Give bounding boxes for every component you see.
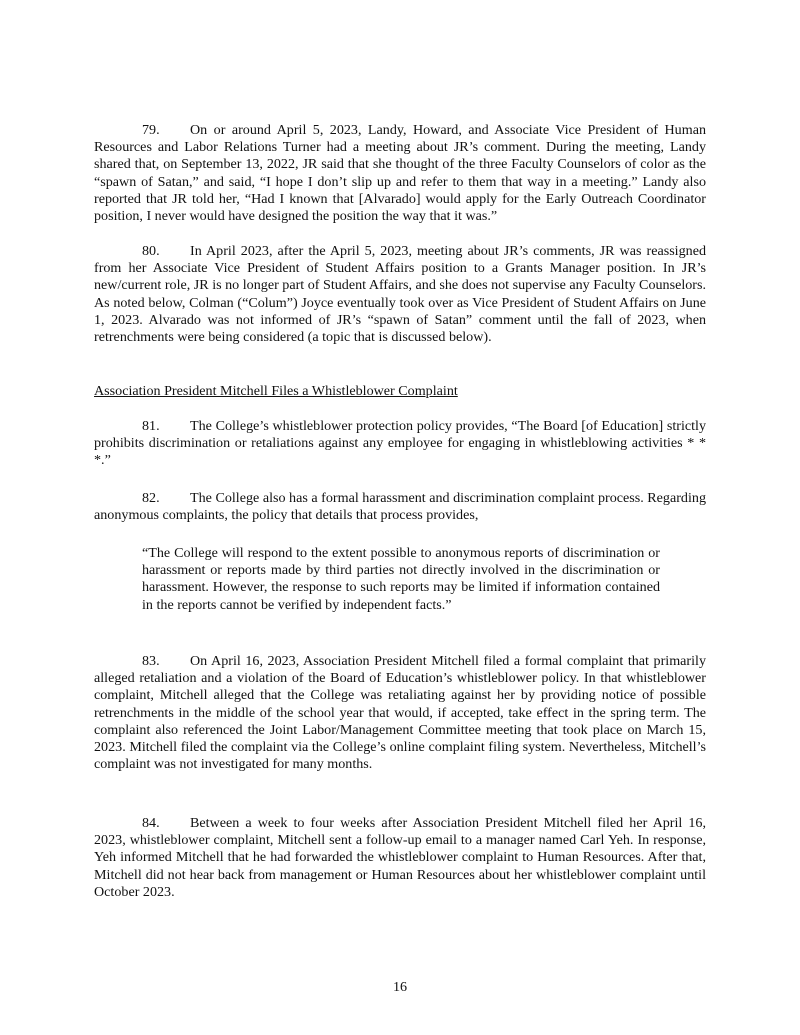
paragraph-82 — [94, 490, 706, 524]
paragraph-number: 81. — [142, 418, 160, 434]
paragraph-84 — [94, 815, 706, 901]
paragraph-80 — [94, 243, 706, 346]
paragraph-text: Between a week to four weeks after Association President Mitchell filed her April 16, 2023, whistleblower complaint, Mitchell sent a follow-up email to a manager named Carl Yeh. In response, Yeh informed Mitchell that he had forwarded the whistleblower complaint to Human Resources. After that, Mitchell did not hear back from management or Human Resources about her whistleblower complaint until October 2023. — [94, 815, 706, 900]
paragraph-79 — [94, 122, 706, 225]
paragraph-83 — [94, 653, 706, 773]
paragraph-text: The College also has a formal harassment and discrimination complaint process. Regarding anonymous complaints, the policy that details that process provides, — [94, 490, 706, 524]
paragraph-number: 79. — [142, 122, 160, 138]
paragraph-text: In April 2023, after the April 5, 2023, meeting about JR’s comments, JR was reassigned from her Associate Vice President of Student Affairs position to a Grants Manager position. In JR’s new/current role, JR is no longer part of Student Affairs, and she does not supervise any Faculty Counselors. As noted below, Colman (“Colum”) Joyce eventually took over as Vice President of Student Affairs on June 1, 2023. Alvarado was not informed of JR’s “spawn of Satan” comment until the fall of 2023, when retrenchments were being considered (a topic that is discussed below). — [94, 243, 706, 346]
paragraph-81 — [94, 418, 706, 470]
page-number: 16 — [392, 979, 408, 995]
paragraph-text: The College’s whistleblower protection policy provides, “The Board [of Education] strictly prohibits discrimination or retaliations against any employee for engaging in whistleblowing activities * * *.” — [94, 418, 706, 469]
block-quote: “The College will respond to the extent possible to anonymous reports of discrimination or harassment or reports made by third parties not directly involved in the discrimination or harassment. However, the response to such reports may be limited if information contained in the reports cannot be verified by independent facts.” — [142, 545, 660, 613]
paragraph-number: 84. — [142, 815, 160, 831]
section-heading: Association President Mitchell Files a Whistleblower Complaint — [94, 383, 458, 399]
paragraph-number: 83. — [142, 653, 160, 669]
paragraph-number: 82. — [142, 490, 160, 506]
paragraph-text: On April 16, 2023, Association President Mitchell filed a formal complaint that primarily alleged retaliation and a violation of the Board of Education’s whistleblower policy. In that whistleblower complaint, Mitchell alleged that the College was retaliating against her by providing notice of possible retrenchments in the middle of the school year that would, if accepted, take effect in the spring term. The complaint also referenced the Joint Labor/Management Committee meeting that took place on March 15, 2023. Mitchell filed the complaint via the College’s online complaint filing system. Nevertheless, Mitchell’s complaint was not investigated for many months. — [94, 653, 706, 773]
paragraph-number: 80. — [142, 243, 160, 259]
paragraph-text: On or around April 5, 2023, Landy, Howard, and Associate Vice President of Human Resources and Labor Relations Turner had a meeting about JR’s comment. During the meeting, Landy shared that, on September 13, 2022, JR said that she thought of the three Faculty Counselors of color as the “spawn of Satan,” and said, “I hope I don’t slip up and refer to them that way in a meeting.” Landy also reported that JR told her, “Had I known that [Alvarado] would apply for the Early Outreach Coordinator position, I never would have designed the position the way that it was.” — [94, 122, 706, 225]
